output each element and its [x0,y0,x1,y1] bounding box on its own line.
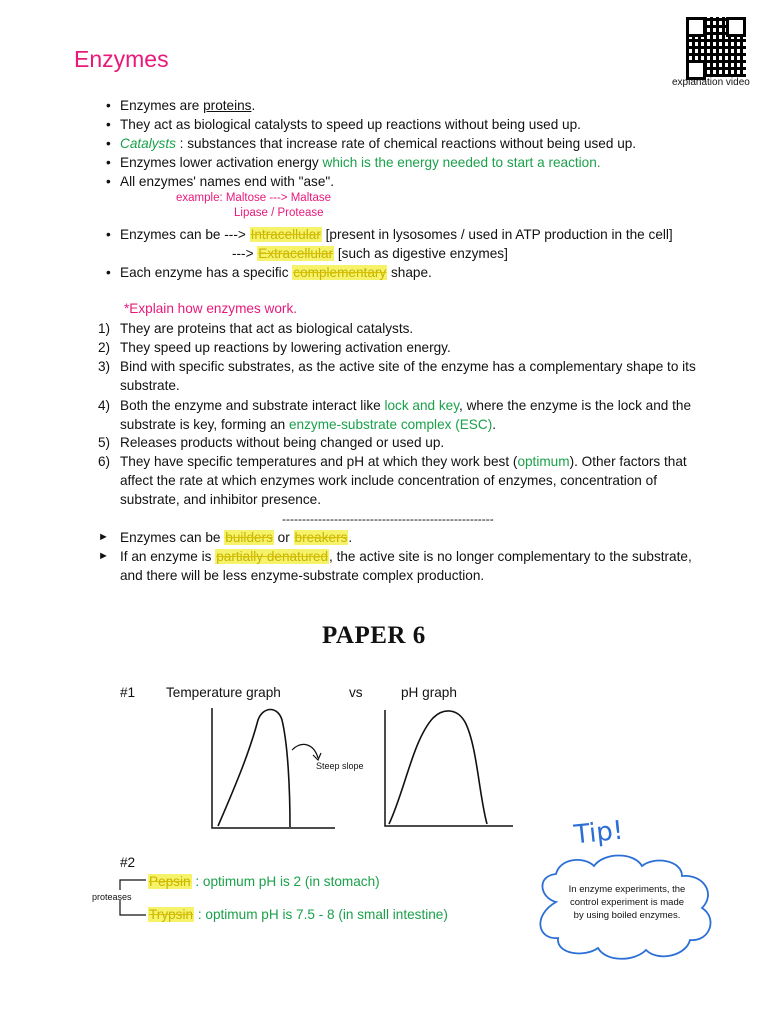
divider: ----------------------------------------------------- [282,512,494,526]
item-text: . [492,417,496,432]
example-line-2: Lipase / Protease [234,207,324,219]
item-number: 2) [98,340,111,355]
highlight-breakers: breakers [294,530,348,545]
q2-number: #2 [120,855,136,870]
pepsin-line [148,872,380,891]
list-item-6-cont: affect the rate at which enzymes work include concentration of enzymes, concentration of [120,473,657,488]
item-number: 4) [98,398,111,413]
tip-text: In enzyme experiments, the control experiment is made by using boiled enzymes. [568,884,686,921]
steep-slope-label: Steep slope [316,761,364,771]
bullet-text: Enzymes lower activation energy [120,155,323,170]
bullet-catalyst-definition [120,134,636,153]
highlight-extracellular: Extracellular [258,246,334,261]
item-number: 1) [98,321,111,336]
list-item-4 [98,396,692,415]
item-text: Bind with specific substrates, as the active site of the enzyme has a complementary shape to its [120,359,696,374]
paper-heading: PAPER 6 [322,622,426,649]
page-title: Enzymes [74,46,169,72]
highlight-pepsin: Pepsin [149,874,191,889]
trypsin-text: : optimum pH is 7.5 - 8 (in small intestine) [194,907,448,922]
q1-number: #1 [120,685,136,700]
list-item-6 [98,452,687,471]
bullet-text: Enzymes can be ---> [120,227,250,242]
q1-ph-label: pH graph [401,685,457,700]
q1-temperature-label: Temperature graph [166,685,281,700]
highlight-trypsin: Trypsin [149,907,194,922]
bullet-text: . [251,98,256,113]
ph-curve [389,711,487,824]
arrow-item-builders [98,528,353,547]
arrow-item-denatured [98,547,692,566]
item-text: . [348,530,353,545]
list-item-5 [98,433,445,452]
item-text: , where the enzyme is the lock and the [459,398,692,413]
triangle-bullet-icon: ► [98,550,109,562]
item-text: Enzymes can be [120,530,225,545]
item-text: substrate is key, forming an [120,417,289,432]
bullet-text: [such as digestive enzymes] [334,246,508,261]
bullet-activation-energy [120,153,601,172]
bullet-text: : substances that increase rate of chemical reactions without being used up. [175,136,637,151]
bullet-text: ---> [232,246,258,261]
pepsin-text: : optimum pH is 2 (in stomach) [191,874,380,889]
green-optimum: optimum [517,454,570,469]
item-number: 3) [98,359,111,374]
bullet-complementary [120,263,432,282]
term-catalysts: Catalysts [120,136,176,151]
trypsin-line [148,905,448,924]
item-text: , the active site is no longer complementary to the substrate, [329,549,692,564]
list-item-2 [98,338,451,357]
tip-handwritten: Tip! [572,815,625,851]
temperature-curve [218,710,290,828]
extracellular-line [232,244,508,263]
bullet-catalysts: • They act as biological catalysts to speed up reactions without being used up. [120,115,581,134]
highlight-denatured: partially denatured [216,549,329,564]
list-item-4-cont [120,415,496,434]
explain-heading: *Explain how enzymes work. [124,301,298,316]
item-text: or [273,530,294,545]
qr-caption: explanation video [672,77,750,88]
bullet-ase: • All enzymes' names end with "ase". [120,172,334,191]
item-text: Releases products without being changed or used up. [120,435,445,450]
list-item-1 [98,319,414,338]
bullet-text: shape. [387,265,432,280]
triangle-bullet-icon: ► [98,531,109,543]
ph-axes [385,710,513,826]
example-line-1: example: Maltose ---> Maltase [176,192,331,204]
proteases-label: proteases [92,892,132,902]
list-item-3-cont: substrate. [120,378,180,393]
item-text: Both the enzyme and substrate interact like [120,398,385,413]
item-text: They speed up reactions by lowering activation energy. [120,340,451,355]
item-text: They are proteins that act as biological catalysts. [120,321,414,336]
arrow-item-denatured-cont: and there will be less enzyme-substrate complex production. [120,568,485,583]
bullet-text: Each enzyme has a specific [120,265,293,280]
highlight-builders: builders [225,530,273,545]
ph-graph-sketch [375,700,520,835]
q1-vs: vs [349,685,363,700]
green-lock-and-key: lock and key [384,398,460,413]
green-note: which is the energy needed to start a reaction. [322,155,601,170]
bullet-enzyme-location [120,225,673,244]
item-number: 5) [98,435,111,450]
item-text: ). Other factors that [569,454,687,469]
green-esc: enzyme-substrate complex (ESC) [289,417,493,432]
item-number: 6) [98,454,111,469]
list-item-6-cont2: substrate, and inhibitor presence. [120,492,322,507]
bullet-text: Enzymes are [120,98,204,113]
highlight-complementary: complementary [293,265,387,280]
highlight-intracellular: Intracellular [250,227,321,242]
item-text: If an enzyme is [120,549,216,564]
bullet-text: [present in lysosomes / used in ATP production in the cell] [321,227,673,242]
bullet-proteins [120,96,255,115]
underlined-term: proteins [203,98,252,113]
item-text: They have specific temperatures and pH at which they work best ( [120,454,518,469]
list-item-3 [98,357,696,376]
